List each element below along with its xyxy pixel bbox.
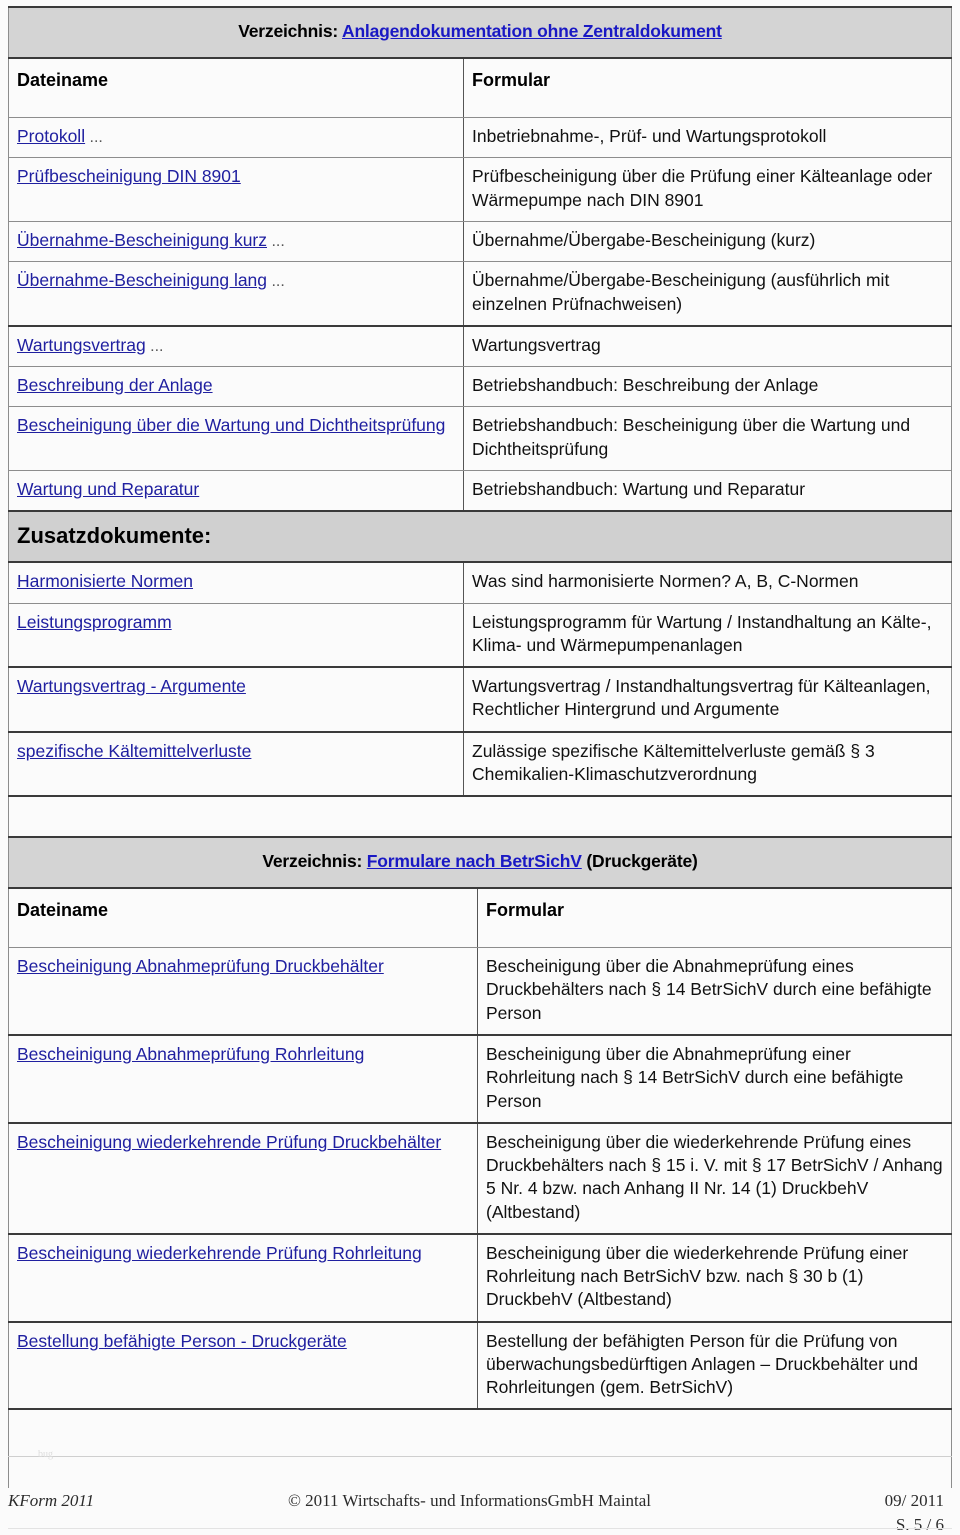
file-link[interactable]: Bescheinigung über die Wartung und Dichtheitsprüfung xyxy=(17,415,446,436)
file-link[interactable]: Protokoll xyxy=(17,126,86,147)
table1-title-row xyxy=(9,7,952,58)
ellipsis-marker: ... xyxy=(267,273,285,291)
table-row xyxy=(9,1123,952,1234)
cell-formular: Übernahme/Übergabe-Bescheinigung (ausführlich mit einzelnen Prüfnachweisen) xyxy=(464,262,952,326)
cell-dateiname xyxy=(9,326,464,367)
table-row xyxy=(9,948,952,1035)
file-link[interactable]: Bescheinigung wiederkehrende Prüfung Rohrleitung xyxy=(17,1242,422,1263)
cell-dateiname xyxy=(9,1234,478,1322)
footer-date: 09/ 2011 xyxy=(884,1491,944,1510)
footer-form-id: KForm 2011 xyxy=(8,1491,95,1510)
file-link[interactable]: Wartung und Reparatur xyxy=(17,478,200,499)
cell-formular: Prüfbescheinigung über die Prüfung einer Kälteanlage oder Wärmepumpe nach DIN 8901 xyxy=(464,158,952,222)
footer-copyright: © 2011 Wirtschafts- und InformationsGmbH Maintal xyxy=(288,1491,652,1510)
cell-formular: Inbetriebnahme-, Prüf- und Wartungsprotokoll xyxy=(464,118,952,158)
cell-dateiname xyxy=(9,603,464,667)
table2-col-dateiname: Dateiname xyxy=(9,888,478,947)
section-band-row xyxy=(9,511,952,562)
cell-formular: Was sind harmonisierte Normen? A, B, C-Normen xyxy=(464,562,952,603)
table-row xyxy=(9,603,952,667)
table-row xyxy=(9,470,952,511)
table1-column-header-row xyxy=(9,58,952,117)
table2-title xyxy=(9,837,952,888)
file-link[interactable]: Beschreibung der Anlage xyxy=(17,375,213,396)
ellipsis-marker: ... xyxy=(85,129,103,147)
cell-dateiname xyxy=(9,470,464,511)
cell-formular: Übernahme/Übergabe-Bescheinigung (kurz) xyxy=(464,222,952,262)
file-link[interactable]: Bescheinigung Abnahmeprüfung Rohrleitung xyxy=(17,1044,365,1064)
ellipsis-marker: ... xyxy=(145,337,164,355)
verzeichnis-anlagendokumentation-section xyxy=(8,6,952,851)
cell-formular: Wartungsvertrag xyxy=(464,326,952,367)
table2-title-prefix: Verzeichnis: xyxy=(262,851,367,871)
table2-title-suffix: (Druckgeräte) xyxy=(581,851,698,871)
cell-dateiname xyxy=(9,732,464,797)
table1-title-link[interactable]: Anlagendokumentation ohne Zentraldokument xyxy=(342,21,722,41)
table-row xyxy=(9,1035,952,1123)
table-row xyxy=(9,262,952,326)
cell-dateiname xyxy=(9,667,464,732)
cell-dateiname xyxy=(9,262,464,326)
footer-page-number: S. 5 / 6 xyxy=(895,1515,944,1534)
table2-title-link[interactable]: Formulare nach BetrSichV xyxy=(366,851,582,871)
file-link[interactable]: Prüfbescheinigung DIN 8901 xyxy=(17,166,241,187)
cell-formular: Bescheinigung über die Abnahmeprüfung eines Druckbehälters nach § 14 BetrSichV durch eine befähigte Person xyxy=(478,948,952,1035)
file-link[interactable]: Wartungsvertrag xyxy=(17,334,146,355)
table-betrsichv xyxy=(8,836,952,1488)
table-row xyxy=(9,158,952,222)
file-link[interactable]: Harmonisierte Normen xyxy=(17,571,194,592)
cell-dateiname xyxy=(9,118,464,158)
file-link[interactable]: spezifische Kältemittelverluste xyxy=(17,740,252,761)
table2-column-header-row xyxy=(9,888,952,947)
file-link[interactable]: Übernahme-Bescheinigung kurz xyxy=(17,230,267,250)
table-row xyxy=(9,1322,952,1410)
cell-formular: Zulässige spezifische Kältemittelverluste gemäß § 3 Chemikalien-Klimaschutzverordnung xyxy=(464,732,952,797)
file-link[interactable]: Übernahme-Bescheinigung lang xyxy=(17,270,268,291)
file-link[interactable]: Bescheinigung wiederkehrende Prüfung Druckbehälter xyxy=(17,1131,442,1152)
file-link[interactable]: Bestellung befähigte Person - Druckgeräte xyxy=(17,1330,347,1351)
table-row xyxy=(9,1234,952,1322)
table-row xyxy=(9,326,952,367)
file-link[interactable]: Bescheinigung Abnahmeprüfung Druckbehälter xyxy=(17,956,384,977)
table1-col-formular: Formular xyxy=(464,58,952,117)
cell-dateiname xyxy=(9,407,464,471)
cell-dateiname xyxy=(9,367,464,407)
table1-title xyxy=(9,7,952,58)
section-band-label: Zusatzdokumente: xyxy=(9,511,952,562)
cell-dateiname xyxy=(9,562,464,603)
cell-formular: Betriebshandbuch: Beschreibung der Anlage xyxy=(464,367,952,407)
cell-dateiname xyxy=(9,1035,478,1123)
table-row xyxy=(9,562,952,603)
table-row xyxy=(9,732,952,797)
verzeichnis-betrsichv-section xyxy=(8,836,952,1488)
footer-rule xyxy=(8,1528,952,1529)
cell-formular: Betriebshandbuch: Wartung und Reparatur xyxy=(464,470,952,511)
cell-formular: Bescheinigung über die Abnahmeprüfung einer Rohrleitung nach § 14 BetrSichV durch eine befähigte Person xyxy=(478,1035,952,1123)
cell-dateiname xyxy=(9,1123,478,1234)
cell-formular: Wartungsvertrag / Instandhaltungsvertrag für Kälteanlagen, Rechtlicher Hintergrund und Argumente xyxy=(464,667,952,732)
cell-dateiname xyxy=(9,948,478,1035)
table-anlagendokumentation xyxy=(8,6,952,851)
table2-title-row xyxy=(9,837,952,888)
cell-formular: Bescheinigung über die wiederkehrende Prüfung einer Rohrleitung nach BetrSichV bzw. nach § 30 b (1) DruckbehV (Altbestand) xyxy=(478,1234,952,1322)
cell-dateiname xyxy=(9,1322,478,1410)
cell-formular: Leistungsprogramm für Wartung / Instandhaltung an Kälte-, Klima- und Wärmepumpenanlagen xyxy=(464,603,952,667)
table-row xyxy=(9,222,952,262)
ellipsis-marker: ... xyxy=(267,233,285,250)
table-row xyxy=(9,367,952,407)
cell-dateiname xyxy=(9,222,464,262)
table1-title-prefix: Verzeichnis: xyxy=(238,21,342,41)
table-row xyxy=(9,118,952,158)
cell-formular: Bescheinigung über die wiederkehrende Prüfung eines Druckbehälters nach § 15 i. V. mit § 17 BetrSichV / Anhang 5 Nr. 4 bzw. nach Anhang II Nr. 14 (1) DruckbehV (Altbestand) xyxy=(478,1123,952,1234)
footer-watermark: bug xyxy=(38,1449,53,1460)
cell-dateiname xyxy=(9,158,464,222)
table2-col-formular: Formular xyxy=(478,888,952,947)
cell-formular: Bestellung der befähigten Person für die Prüfung von überwachungsbedürftigen Anlagen – Druckbehälter und Rohrleitungen (gem. BetrSichV) xyxy=(478,1322,952,1410)
file-link[interactable]: Leistungsprogramm xyxy=(17,611,172,632)
table-row xyxy=(9,407,952,471)
page-footer xyxy=(8,1449,952,1534)
table1-col-dateiname: Dateiname xyxy=(9,58,464,117)
cell-formular: Betriebshandbuch: Bescheinigung über die Wartung und Dichtheitsprüfung xyxy=(464,407,952,471)
file-link[interactable]: Wartungsvertrag - Argumente xyxy=(17,676,246,697)
table-row xyxy=(9,667,952,732)
